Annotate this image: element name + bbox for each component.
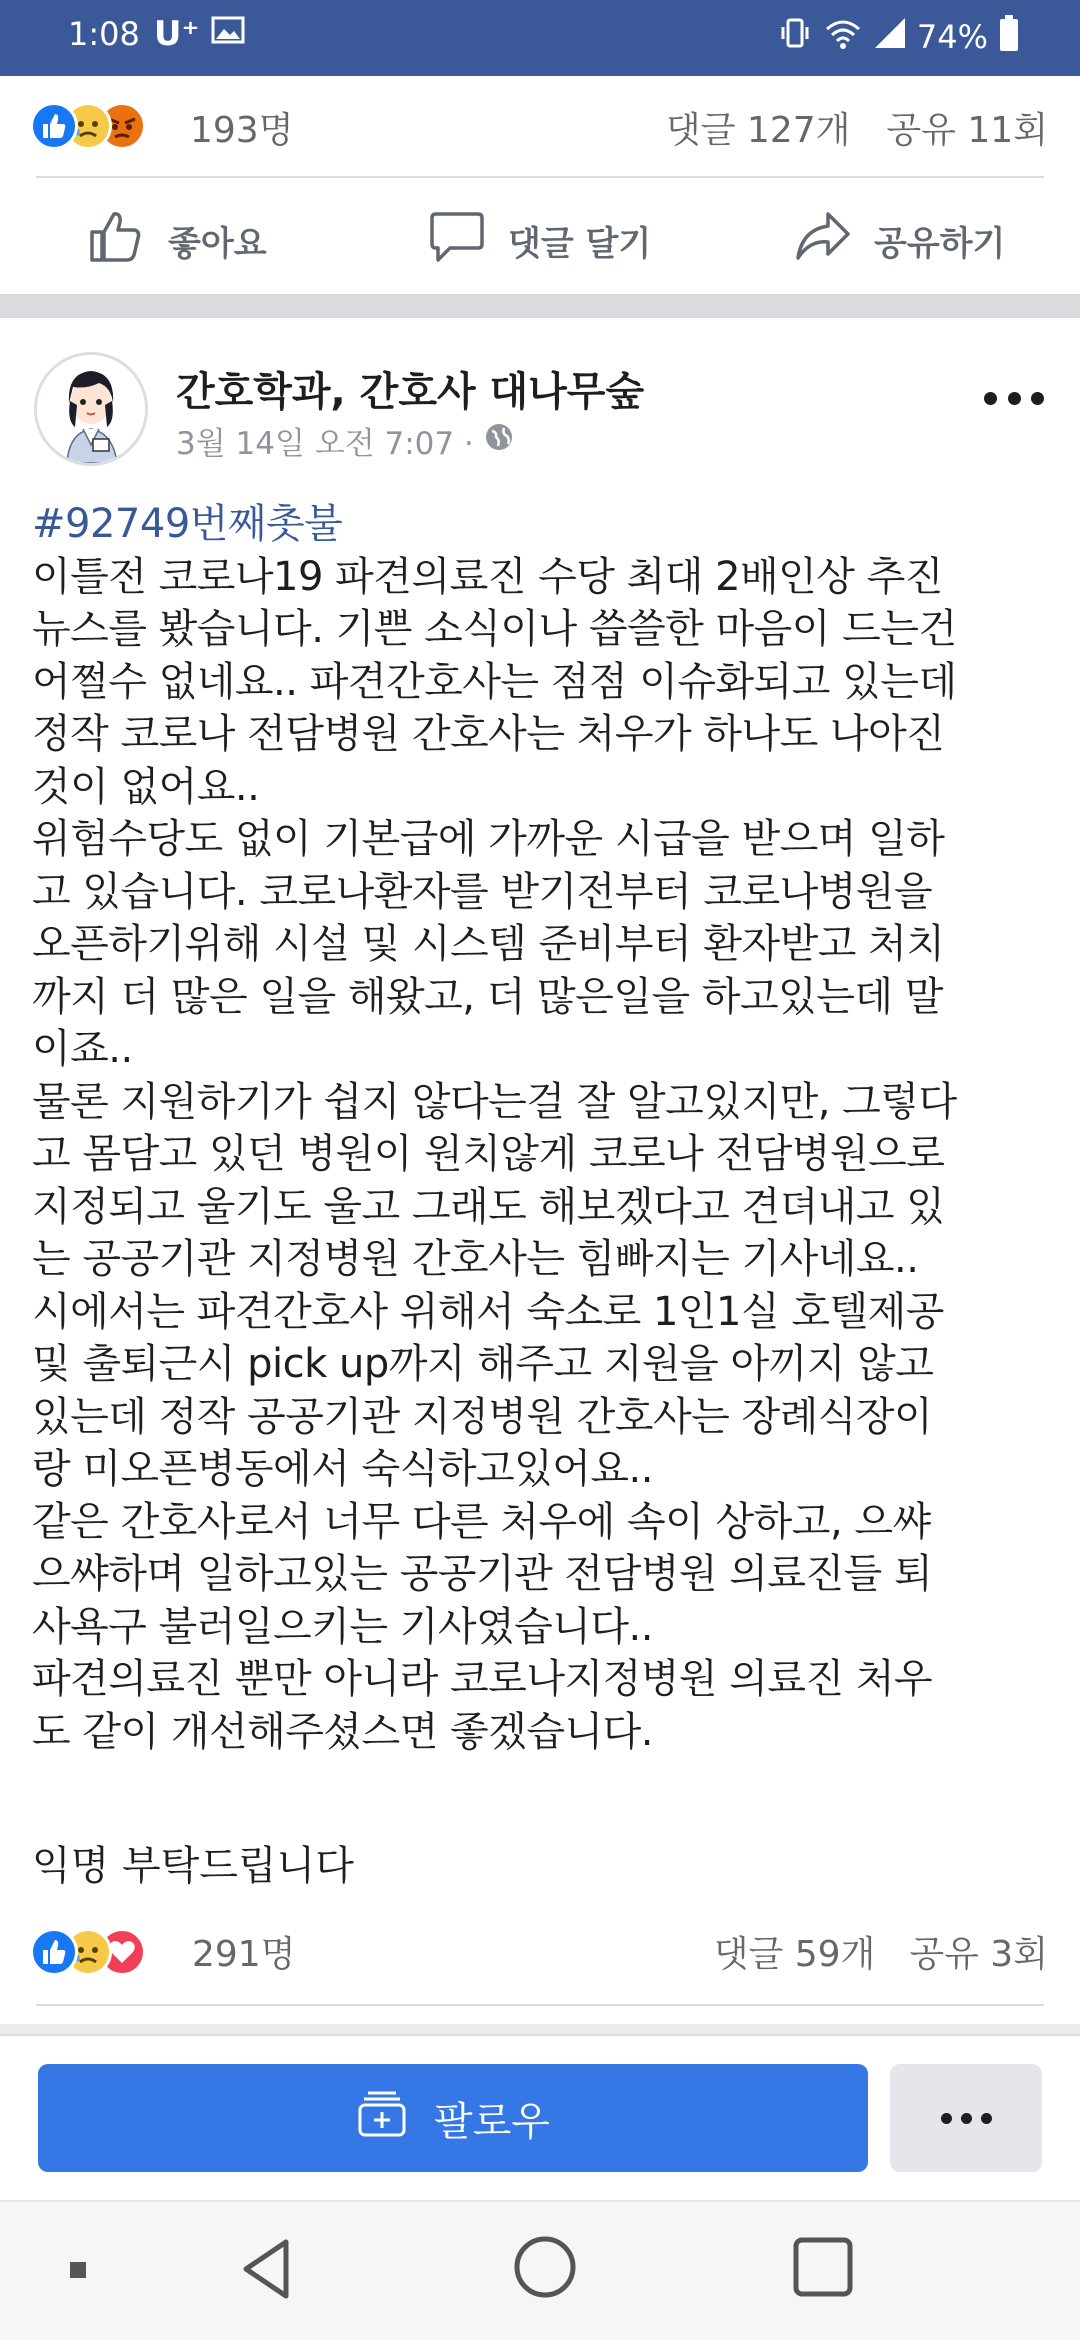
wifi-icon xyxy=(813,15,863,59)
speech-bubble-icon xyxy=(428,208,508,273)
comment-count-link[interactable]: 댓글 127개 xyxy=(665,110,851,151)
share-button[interactable] xyxy=(794,190,1005,290)
post-line: 사욕구 불러일으키는 기사였습니다.. xyxy=(32,1603,653,1650)
post-line: 이틀전 코로나19 파견의료진 수당 최대 2배인상 추진 xyxy=(32,553,943,600)
divider xyxy=(36,2004,1044,2006)
post-line: 이죠.. xyxy=(32,1026,133,1072)
signal-icon xyxy=(863,16,907,58)
more-dot xyxy=(1031,392,1044,405)
more-options-button[interactable] xyxy=(890,2064,1042,2172)
like-reaction-icon xyxy=(30,102,78,150)
post-line: 까지 더 많은 일을 해왔고, 더 많은일을 하고있는데 말 xyxy=(32,973,943,1020)
like-reaction-icon xyxy=(30,1928,78,1976)
nav-indicator-icon xyxy=(68,2260,88,2284)
post-text xyxy=(32,551,1052,1759)
reaction-icons xyxy=(30,102,190,150)
post-body xyxy=(32,498,1052,1758)
more-dot xyxy=(984,392,997,405)
like-button[interactable] xyxy=(86,190,267,290)
status-bar xyxy=(0,0,1080,76)
post-line: 같은 간호사로서 너무 다른 처우에 속이 상하고, 으쌰 xyxy=(32,1498,931,1545)
share-arrow-icon xyxy=(794,208,874,273)
share-count-link[interactable]: 공유 11회 xyxy=(886,110,1048,151)
comment-count-link[interactable]: 댓글 59개 xyxy=(713,1934,876,1975)
post-line: 고 몸담고 있던 병원이 원치않게 코로나 전담병원으로 xyxy=(32,1131,945,1177)
globe-icon xyxy=(474,422,514,460)
follow-button[interactable] xyxy=(38,2064,868,2172)
top-reaction-summary[interactable] xyxy=(0,84,1080,164)
post-footer-text: 익명 부탁드립니다 xyxy=(32,1843,354,1889)
battery-icon xyxy=(988,14,1020,60)
post-line: 있는데 정작 공공기관 지정병원 간호사는 장례식장이 xyxy=(32,1393,933,1440)
follow-bar xyxy=(0,2034,1080,2200)
share-count-link[interactable]: 공유 3회 xyxy=(909,1934,1048,1975)
post-line: 뉴스를 봤습니다. 기쁜 소식이나 씁쓸한 마음이 드는건 xyxy=(32,606,957,652)
post-line: 오픈하기위해 시설 및 시스템 준비부터 환자받고 처치 xyxy=(32,921,945,967)
page-avatar[interactable] xyxy=(34,352,148,466)
page-name[interactable]: 간호학과, 간호사 대나무숲 xyxy=(176,369,645,415)
more-dot xyxy=(961,2113,972,2124)
follow-add-icon xyxy=(356,2087,434,2149)
vibrate-icon xyxy=(767,15,813,59)
carrier-label: U⁺ xyxy=(153,14,200,54)
reaction-count: 291명 xyxy=(192,1934,296,1975)
reaction-icons xyxy=(30,1928,190,1976)
post-more-button[interactable] xyxy=(984,378,1044,418)
post-line: 것이 없어요.. xyxy=(32,763,260,810)
post-meta xyxy=(176,418,514,463)
system-nav-bar xyxy=(0,2200,1080,2340)
post-line: 어쩔수 없네요.. 파견간호사는 점점 이슈화되고 있는데 xyxy=(32,658,957,705)
reaction-count: 193명 xyxy=(190,110,294,151)
home-icon[interactable] xyxy=(512,2234,578,2304)
feed-separator xyxy=(0,2024,1080,2034)
post-line: 고 있습니다. 코로나환자를 받기전부터 코로나병원을 xyxy=(32,868,933,915)
post-timestamp[interactable]: 3월 14일 오전 7:07 · xyxy=(176,426,474,462)
back-icon[interactable] xyxy=(236,2234,296,2308)
feed-separator xyxy=(0,294,1080,318)
post-line: 도 같이 개선해주셨스면 좋겠습니다. xyxy=(32,1708,653,1755)
post-line: 정작 코로나 전담병원 간호사는 처우가 하나도 나아진 xyxy=(32,711,945,757)
post-line: 으쌰하며 일하고있는 공공기관 전담병원 의료진들 퇴 xyxy=(32,1551,933,1597)
post-line: 는 공공기관 지정병원 간호사는 힘빠지는 기사네요.. xyxy=(32,1236,919,1282)
post-line: 위험수당도 없이 기본급에 가까운 시급을 받으며 일하 xyxy=(32,816,945,862)
post-line: 지정되고 울기도 울고 그래도 해보겠다고 견뎌내고 있 xyxy=(32,1183,945,1230)
thumbs-up-icon xyxy=(86,206,168,275)
status-time: 1:08 xyxy=(68,15,140,53)
hashtag-link[interactable]: #92749번째촛불 xyxy=(32,501,343,547)
battery-percent: 74% xyxy=(916,18,988,56)
post-line: 랑 미오픈병동에서 숙식하고있어요.. xyxy=(32,1446,653,1492)
more-dot xyxy=(1008,392,1021,405)
post-line: 시에서는 파견간호사 위해서 숙소로 1인1실 호텔제공 xyxy=(32,1288,944,1335)
share-label: 공유하기 xyxy=(874,223,1006,264)
comment-label: 댓글 달기 xyxy=(508,223,652,264)
post-line: 및 출퇴근시 pick up까지 해주고 지원을 아끼지 않고 xyxy=(32,1341,934,1387)
gallery-icon xyxy=(211,15,245,53)
divider xyxy=(36,176,1044,178)
post-actions xyxy=(0,190,1080,290)
comment-button[interactable] xyxy=(428,190,651,290)
like-label: 좋아요 xyxy=(168,223,267,264)
post-line: 물론 지원하기가 쉽지 않다는걸 잘 알고있지만, 그렇다 xyxy=(32,1078,957,1125)
more-dot xyxy=(981,2113,992,2124)
post-line: 파견의료진 뿐만 아니라 코로나지정병원 의료진 처우 xyxy=(32,1656,933,1702)
follow-label: 팔로우 xyxy=(434,2098,550,2145)
recent-apps-icon[interactable] xyxy=(790,2234,856,2304)
post-reaction-summary[interactable] xyxy=(0,1910,1080,1990)
more-dot xyxy=(941,2113,952,2124)
